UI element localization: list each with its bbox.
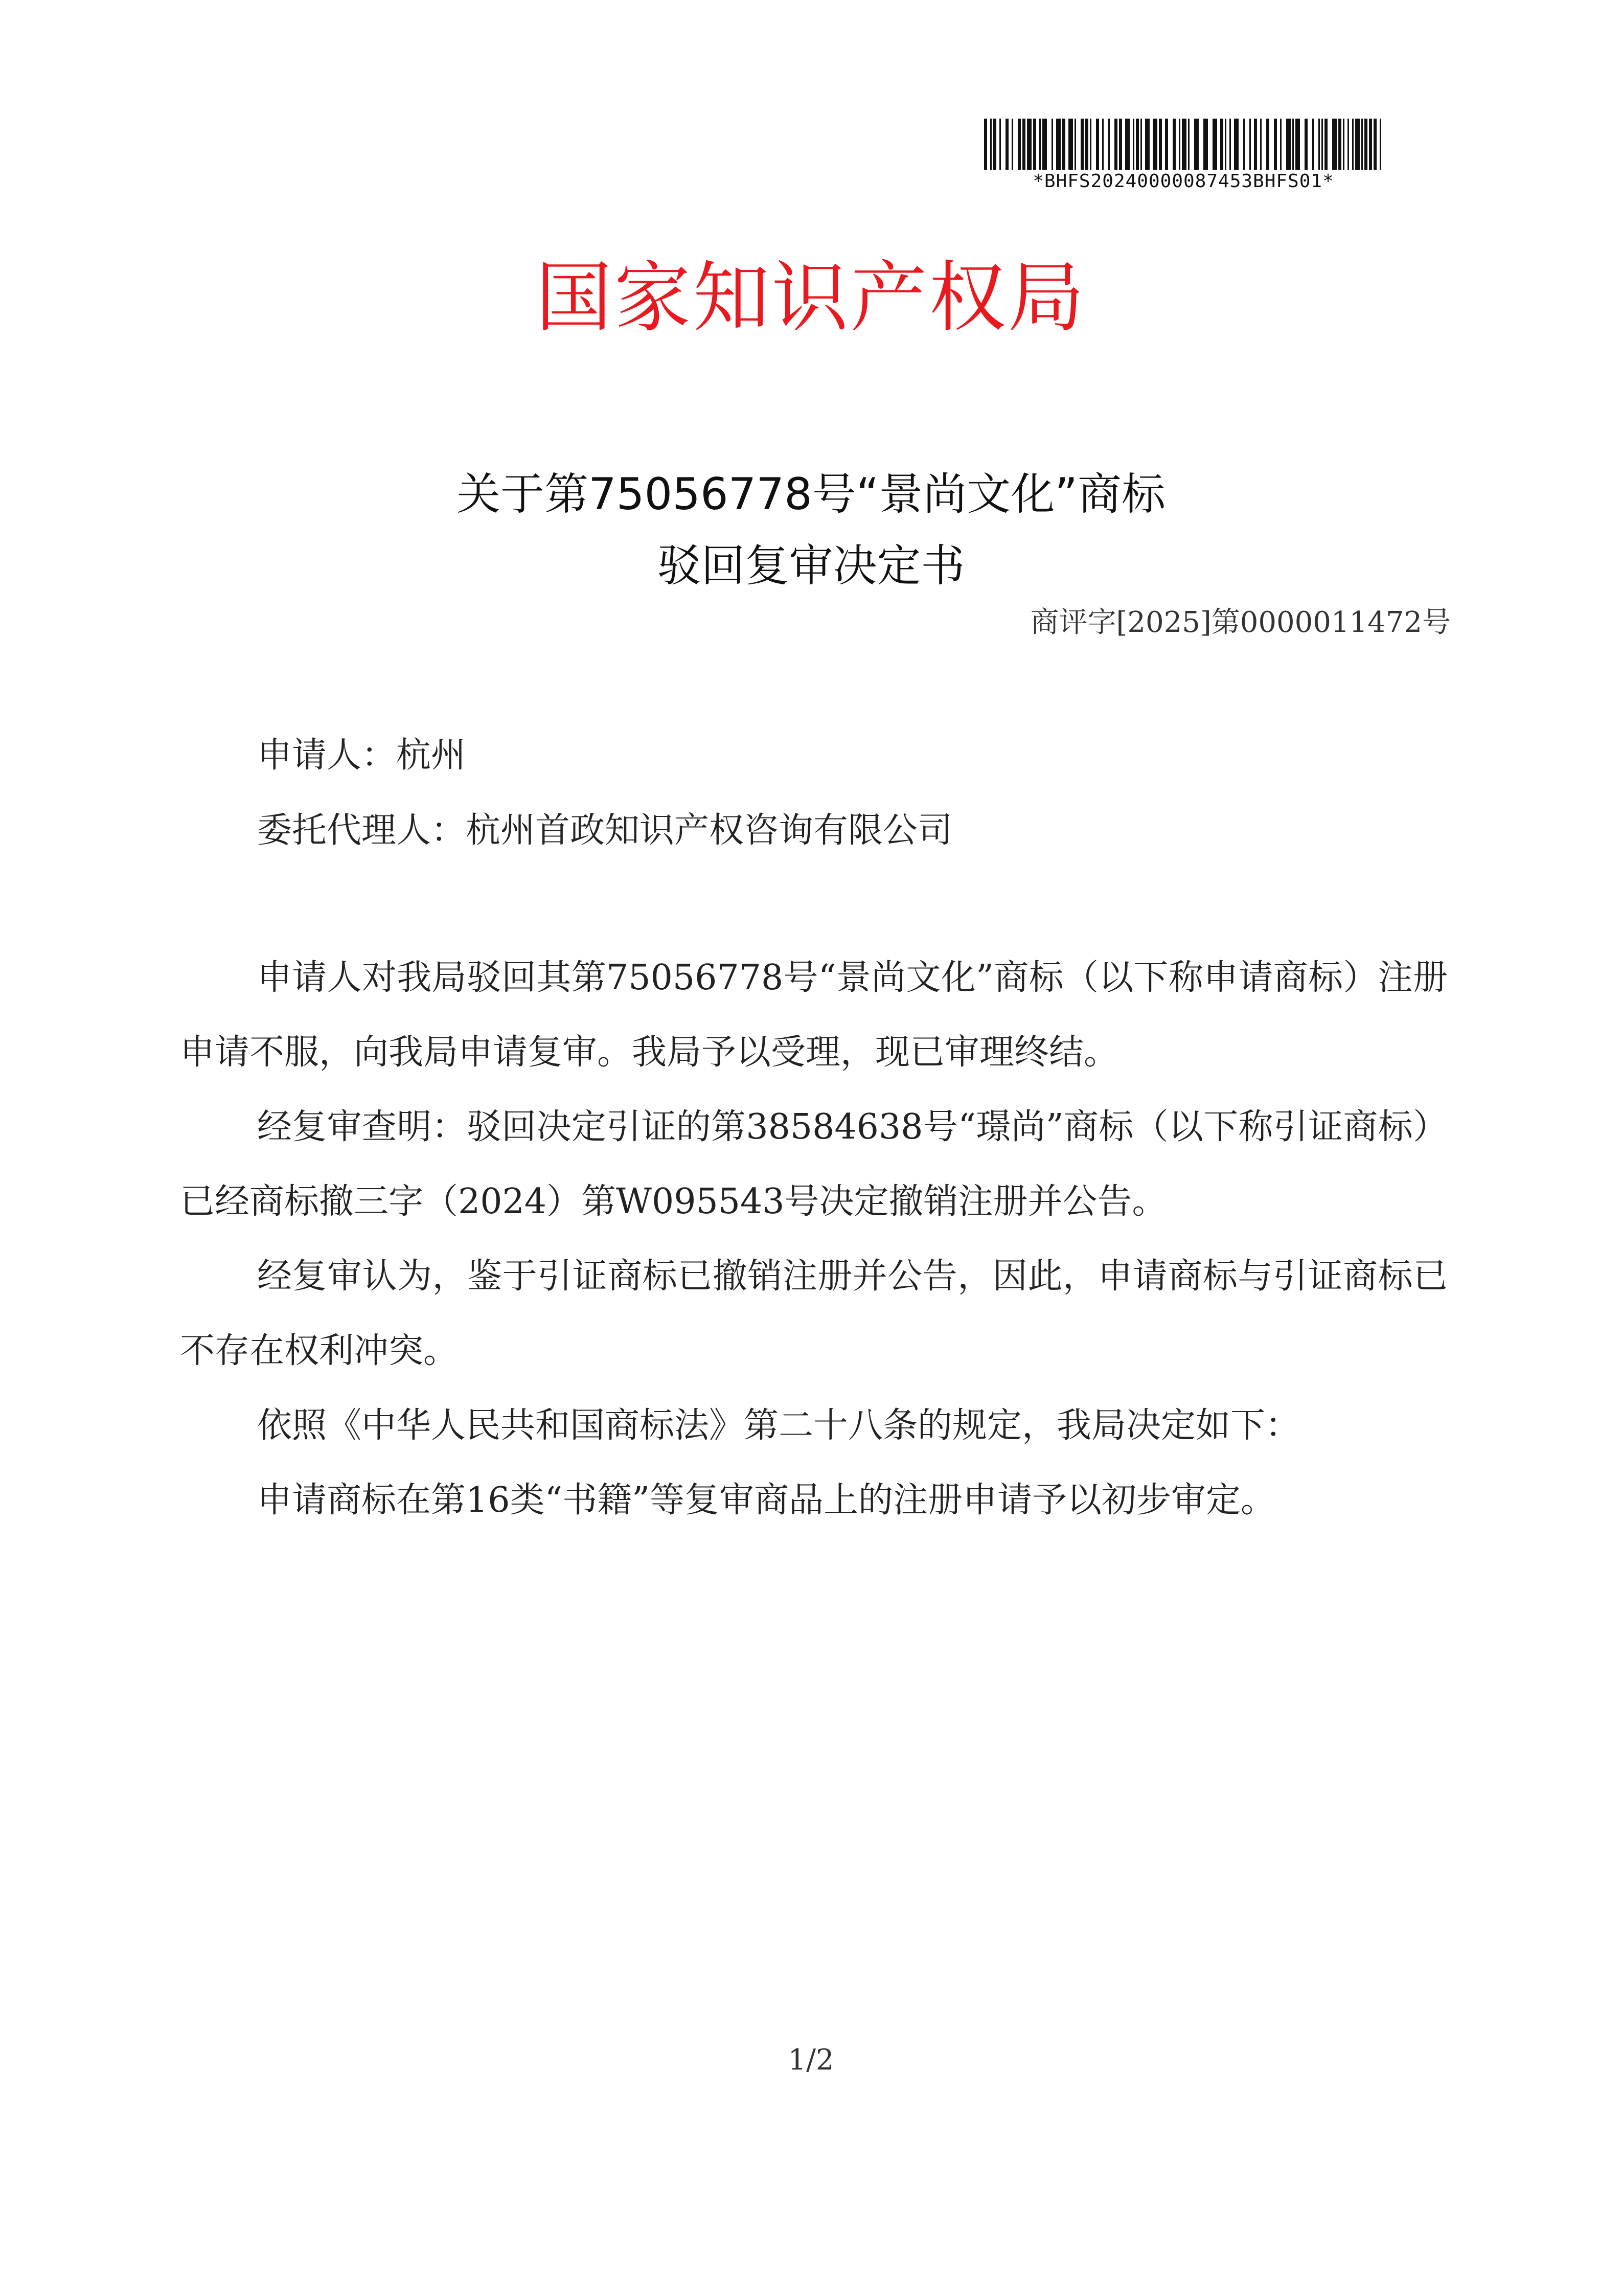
body-paragraph-3: 经复审认为，鉴于引证商标已撤销注册并公告，因此，申请商标与引证商标已不存在权利冲突。: [180, 1256, 1448, 1371]
applicant-line: [257, 730, 824, 781]
agency-name: 国家知识产权局: [535, 254, 1087, 343]
document-number: 商评字[2025]第0000011472号: [1030, 606, 1451, 639]
barcode: [979, 119, 1388, 192]
barcode-text: *BHFS20240000087453BHFS01*: [1033, 171, 1334, 192]
body-paragraph-4: 依照《中华人民共和国商标法》第二十八条的规定，我局决定如下：: [257, 1405, 1300, 1446]
body-paragraph-2: 经复审查明：驳回决定引证的第38584638号“璟尚”商标（以下称引证商标）已经商标撤三字（2024）第W095543号决定撤销注册并公告。: [180, 1107, 1448, 1222]
agent-label: 委托代理人：: [257, 810, 466, 851]
agent-line: [257, 805, 952, 856]
document-title-line-2: 驳回复审决定书: [657, 540, 965, 592]
body-paragraph-5: 申请商标在第16类“书籍”等复审商品上的注册申请予以初步审定。: [257, 1480, 1276, 1520]
applicant-value: 杭州: [396, 735, 466, 776]
redaction-block: [466, 740, 824, 776]
barcode-icon: [979, 119, 1388, 170]
page-number: 1/2: [788, 2043, 834, 2077]
agent-value: 杭州首政知识产权咨询有限公司: [466, 810, 953, 851]
body-paragraph-1: 申请人对我局驳回其第75056778号“景尚文化”商标（以下称申请商标）注册申请不服，向我局申请复审。我局予以受理，现已审理终结。: [180, 958, 1448, 1073]
applicant-label: 申请人：: [257, 735, 397, 776]
document-title-line-1: 关于第75056778号“景尚文化”商标: [456, 469, 1166, 520]
